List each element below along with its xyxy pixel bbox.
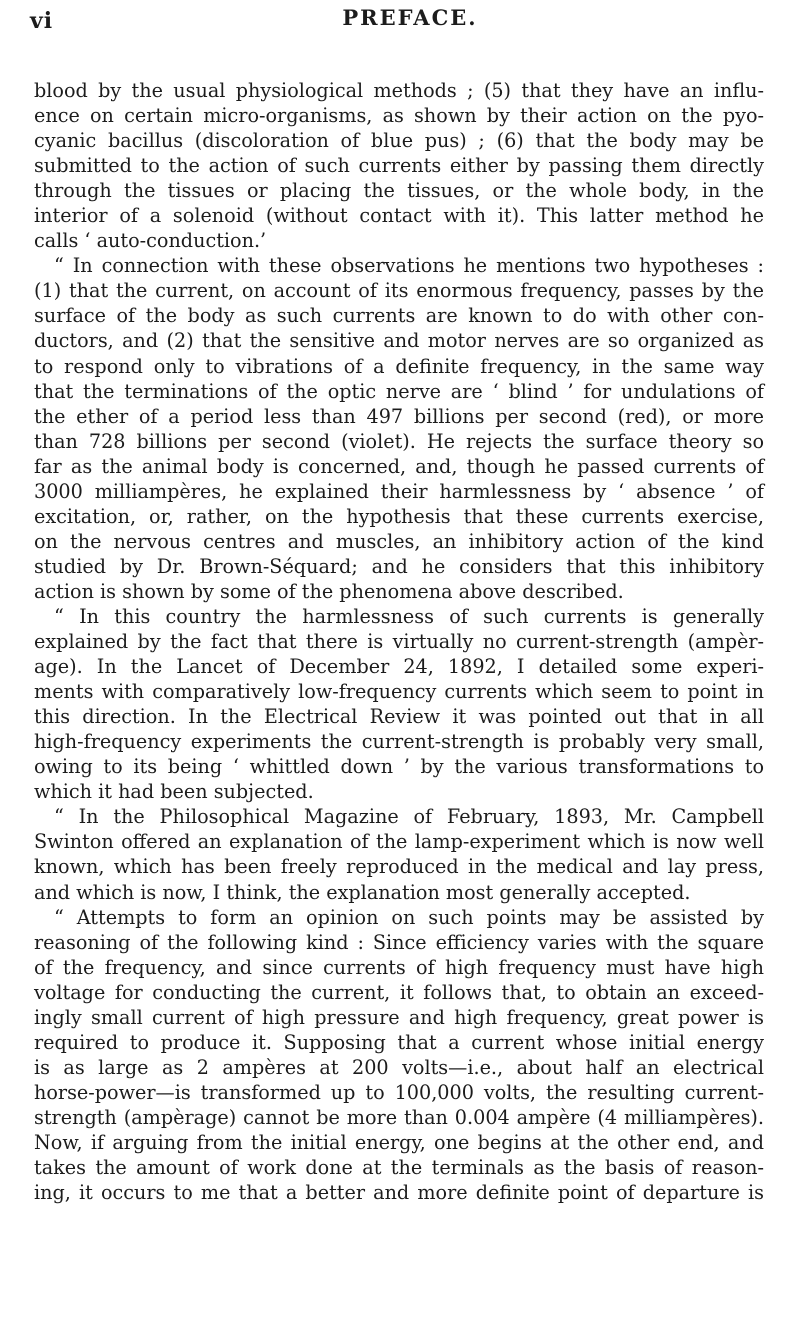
text-line: owing to its being ‘ whittled down ’ by the various transformations to [34, 755, 764, 779]
text-line: to respond only to vibrations of a definite frequency, in the same way [34, 354, 764, 378]
body-text [34, 78, 764, 1205]
text-line: ments with comparatively low-frequency currents which seem to point in [34, 680, 764, 704]
text-line: that the terminations of the optic nerve are ‘ blind ’ for undulations of [34, 379, 764, 403]
text-line: ductors, and (2) that the sensitive and motor nerves are so organized as [34, 329, 764, 353]
text-line: than 728 billions per second (violet). He rejects the surface theory so [34, 429, 764, 453]
text-line: excitation, or, rather, on the hypothesis that these currents exercise, [34, 504, 764, 528]
text-line: surface of the body as such currents are known to do with other con- [34, 304, 764, 328]
text-line: “ In this country the harmlessness of such currents is generally [54, 604, 764, 628]
text-line: submitted to the action of such currents either by passing them directly [34, 154, 764, 178]
text-line: strength (ampèrage) cannot be more than 0.004 ampère (4 milliampères). [34, 1105, 764, 1129]
text-line: this direction. In the Electrical Review it was pointed out that in all [34, 705, 764, 729]
text-line: high-frequency experiments the current-strength is probably very small, [34, 730, 764, 754]
text-line: (1) that the current, on account of its enormous frequency, passes by the [34, 279, 764, 303]
page-number: vi [30, 8, 54, 34]
text-line: voltage for conducting the current, it follows that, to obtain an exceed- [34, 980, 764, 1004]
text-line: and which is now, I think, the explanation most generally accepted. [34, 880, 691, 904]
text-line: Swinton offered an explanation of the lamp-experiment which is now well [34, 830, 764, 854]
text-line: which it had been subjected. [34, 780, 314, 804]
text-line: calls ‘ auto-conduction.’ [34, 229, 267, 253]
text-line: Now, if arguing from the initial energy, one begins at the other end, and [34, 1130, 764, 1154]
text-line: reasoning of the following kind : Since efficiency varies with the square [34, 930, 764, 954]
running-head: PREFACE. [342, 5, 478, 30]
text-line: age). In the Lancet of December 24, 1892, I detailed some experi- [34, 655, 764, 679]
text-line: 3000 milliampères, he explained their harmlessness by ‘ absence ’ of [34, 479, 764, 503]
text-line: is as large as 2 ampères at 200 volts—i.e., about half an electrical [34, 1055, 764, 1079]
text-line: ence on certain micro-organisms, as shown by their action on the pyo- [34, 104, 764, 128]
text-line: explained by the fact that there is virtually no current-strength (ampèr- [34, 630, 764, 654]
text-line: through the tissues or placing the tissues, or the whole body, in the [34, 179, 764, 203]
text-line: action is shown by some of the phenomena above described. [34, 579, 624, 603]
text-line: “ In connection with these observations he mentions two hypotheses : [54, 254, 764, 278]
text-line: required to produce it. Supposing that a current whose initial energy [34, 1030, 764, 1054]
text-line: “ Attempts to form an opinion on such points may be assisted by [54, 905, 764, 929]
text-line: interior of a solenoid (without contact with it). This latter method he [34, 204, 764, 228]
text-line: of the frequency, and since currents of high frequency must have high [34, 955, 764, 979]
text-line: ing, it occurs to me that a better and more definite point of departure is [34, 1181, 764, 1205]
text-line: takes the amount of work done at the terminals as the basis of reason- [34, 1156, 764, 1180]
text-line: ingly small current of high pressure and high frequency, great power is [34, 1005, 764, 1029]
text-line: known, which has been freely reproduced in the medical and lay press, [34, 855, 764, 879]
text-line: “ In the Philosophical Magazine of February, 1893, Mr. Campbell [54, 805, 764, 829]
text-line: far as the animal body is concerned, and, though he passed currents of [34, 454, 764, 478]
text-line: studied by Dr. Brown-Séquard; and he considers that this inhibitory [34, 554, 764, 578]
text-line: cyanic bacillus (discoloration of blue pus) ; (6) that the body may be [34, 129, 764, 153]
text-line: on the nervous centres and muscles, an inhibitory action of the kind [34, 529, 764, 553]
page-header [30, 2, 790, 42]
text-line: horse-power—is transformed up to 100,000 volts, the resulting current- [34, 1080, 764, 1104]
text-line: blood by the usual physiological methods ; (5) that they have an influ- [34, 79, 764, 102]
text-line: the ether of a period less than 497 billions per second (red), or more [34, 404, 764, 428]
